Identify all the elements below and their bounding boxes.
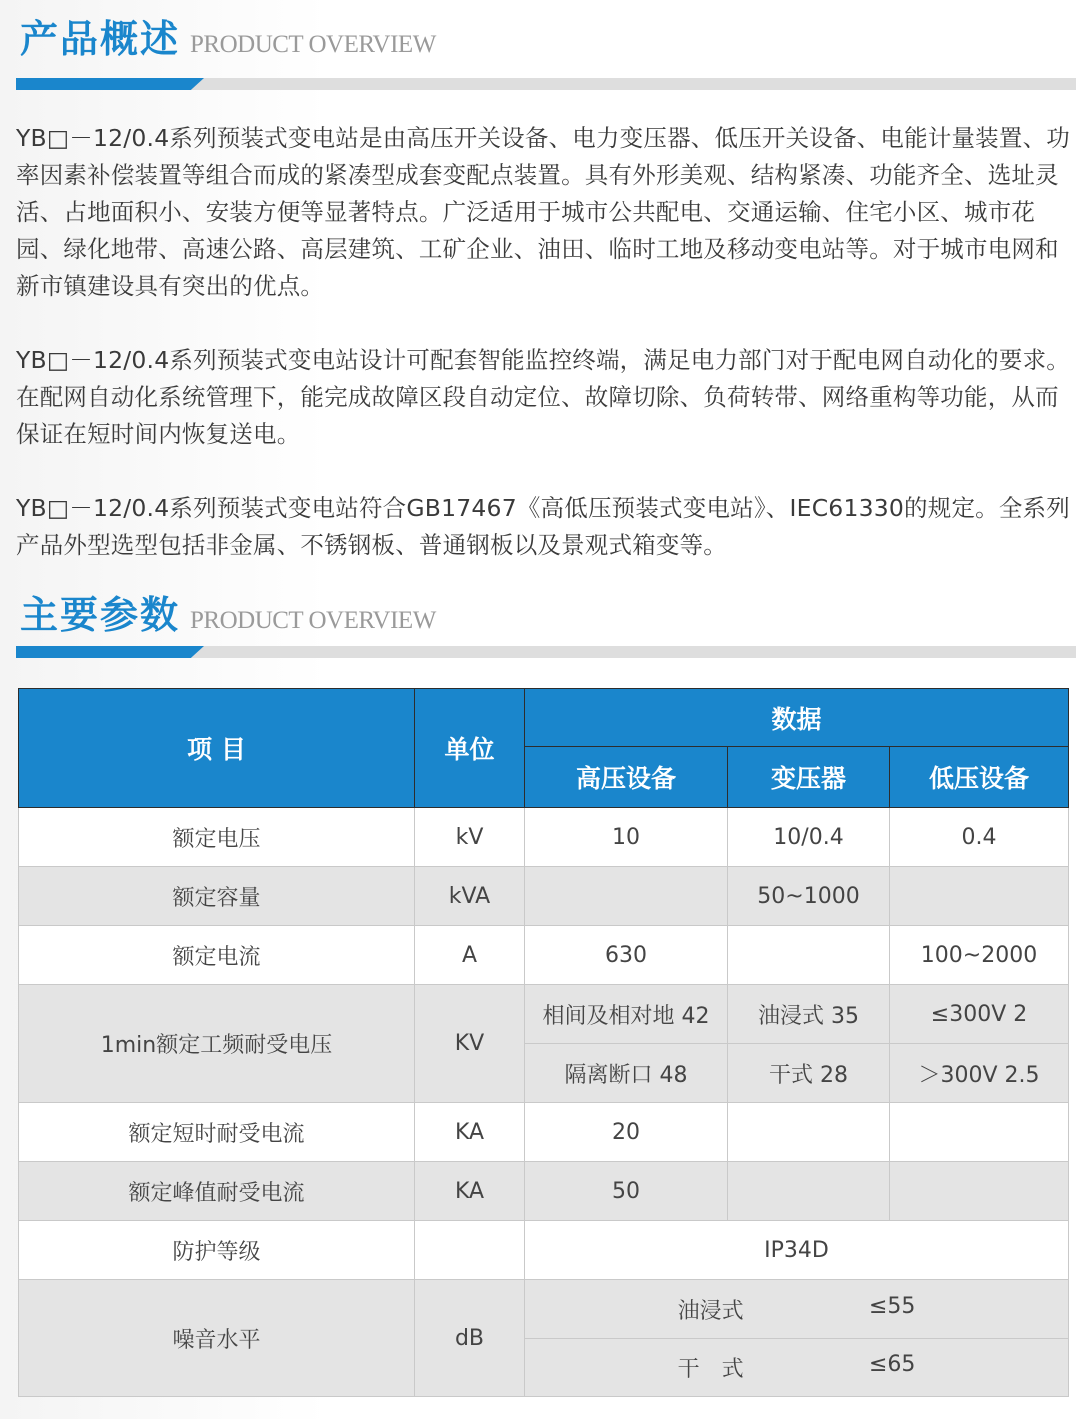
cell-lv: ＞300V 2.5 [890, 1044, 1069, 1103]
cell-tr [728, 926, 890, 985]
row-name: 额定短时耐受电流 [19, 1103, 415, 1162]
table-row [19, 985, 1069, 1044]
overview-paragraph-2: YB□－12/0.4系列预装式变电站设计可配套智能监控终端，满足电力部门对于配电网自动化的要求。在配网自动化系统管理下，能完成故障区段自动定位、故障切除、负荷转带、网络重构等功能，从而保证在短时间内恢复送电。 [16, 346, 1070, 448]
row-name: 1min额定工频耐受电压 [19, 985, 415, 1103]
table-row [19, 808, 1069, 867]
params-heading [20, 584, 436, 639]
cell-lv: 0.4 [890, 808, 1069, 867]
table-row [19, 867, 1069, 926]
header-item: 项 目 [19, 689, 415, 808]
cell-noise-1 [525, 1280, 1069, 1339]
header-hv: 高压设备 [525, 747, 728, 808]
cell-hv: 相间及相对地 42 [525, 985, 728, 1044]
header-tr: 变压器 [728, 747, 890, 808]
row-unit [415, 1221, 525, 1280]
cell-lv [890, 867, 1069, 926]
row-unit: KV [415, 985, 525, 1103]
row-unit: KA [415, 1103, 525, 1162]
cell-noise-2 [525, 1339, 1069, 1397]
table-row [19, 1280, 1069, 1339]
cell-lv [890, 1162, 1069, 1221]
row-name: 额定电压 [19, 808, 415, 867]
table-row [19, 1221, 1069, 1280]
noise-value: ≤65 [868, 1352, 916, 1377]
params-title: 主要参数 [20, 593, 181, 637]
cell-tr [728, 1162, 890, 1221]
row-unit: kV [415, 808, 525, 867]
cell-lv [890, 1103, 1069, 1162]
overview-title: 产品概述 [20, 17, 181, 61]
cell-tr: 50~1000 [728, 867, 890, 926]
cell-hv: 50 [525, 1162, 728, 1221]
header-unit: 单位 [415, 689, 525, 808]
cell-lv: 100~2000 [890, 926, 1069, 985]
params-table [18, 688, 1069, 1397]
overview-subtitle: PRODUCT OVERVIEW [190, 31, 436, 58]
cell-hv: 630 [525, 926, 728, 985]
row-unit: KA [415, 1162, 525, 1221]
noise-type: 干 式 [677, 1357, 744, 1382]
row-name: 噪音水平 [19, 1280, 415, 1397]
cell-hv [525, 867, 728, 926]
row-name: 额定电流 [19, 926, 415, 985]
row-name: 额定峰值耐受电流 [19, 1162, 415, 1221]
overview-paragraph-1: YB□－12/0.4系列预装式变电站是由高压开关设备、电力变压器、低压开关设备、电能计量装置、功率因素补偿装置等组合而成的紧凑型成套变配点装置。具有外形美观、结构紧凑、功能齐全、选址灵活、占地面积小、安装方便等显著特点。广泛适用于城市公共配电、交通运输、住宅小区、城市花园、绿化地带、高速公路、高层建筑、工矿企业、油田、临时工地及移动变电站等。对于城市电网和新市镇建设具有突出的优点。 [16, 124, 1070, 300]
overview-divider [16, 78, 1076, 90]
noise-value: ≤55 [868, 1293, 916, 1319]
cell-hv: 10 [525, 808, 728, 867]
table-row [19, 1162, 1069, 1221]
row-unit: dB [415, 1280, 525, 1397]
header-lv: 低压设备 [890, 747, 1069, 808]
table-header-row [19, 689, 1069, 747]
table-row [19, 926, 1069, 985]
overview-heading [20, 8, 436, 63]
row-name: 防护等级 [19, 1221, 415, 1280]
cell-tr [728, 1103, 890, 1162]
row-unit: A [415, 926, 525, 985]
overview-paragraph-3: YB□－12/0.4系列预装式变电站符合GB17467《高低压预装式变电站》、IEC61330的规定。全系列产品外型选型包括非金属、不锈钢板、普通钢板以及景观式箱变等。 [16, 494, 1070, 559]
header-data: 数据 [525, 689, 1069, 747]
table-row [19, 1103, 1069, 1162]
cell-tr: 干式 28 [728, 1044, 890, 1103]
params-subtitle: PRODUCT OVERVIEW [190, 607, 436, 634]
row-unit: kVA [415, 867, 525, 926]
row-name: 额定容量 [19, 867, 415, 926]
cell-tr: 10/0.4 [728, 808, 890, 867]
cell-lv: ≤300V 2 [890, 985, 1069, 1044]
noise-type: 油浸式 [677, 1298, 744, 1324]
cell-hv: 20 [525, 1103, 728, 1162]
cell-hv: 隔离断口 48 [525, 1044, 728, 1103]
cell-tr: 油浸式 35 [728, 985, 890, 1044]
cell-protection: IP34D [525, 1221, 1069, 1280]
params-divider [16, 646, 1076, 658]
